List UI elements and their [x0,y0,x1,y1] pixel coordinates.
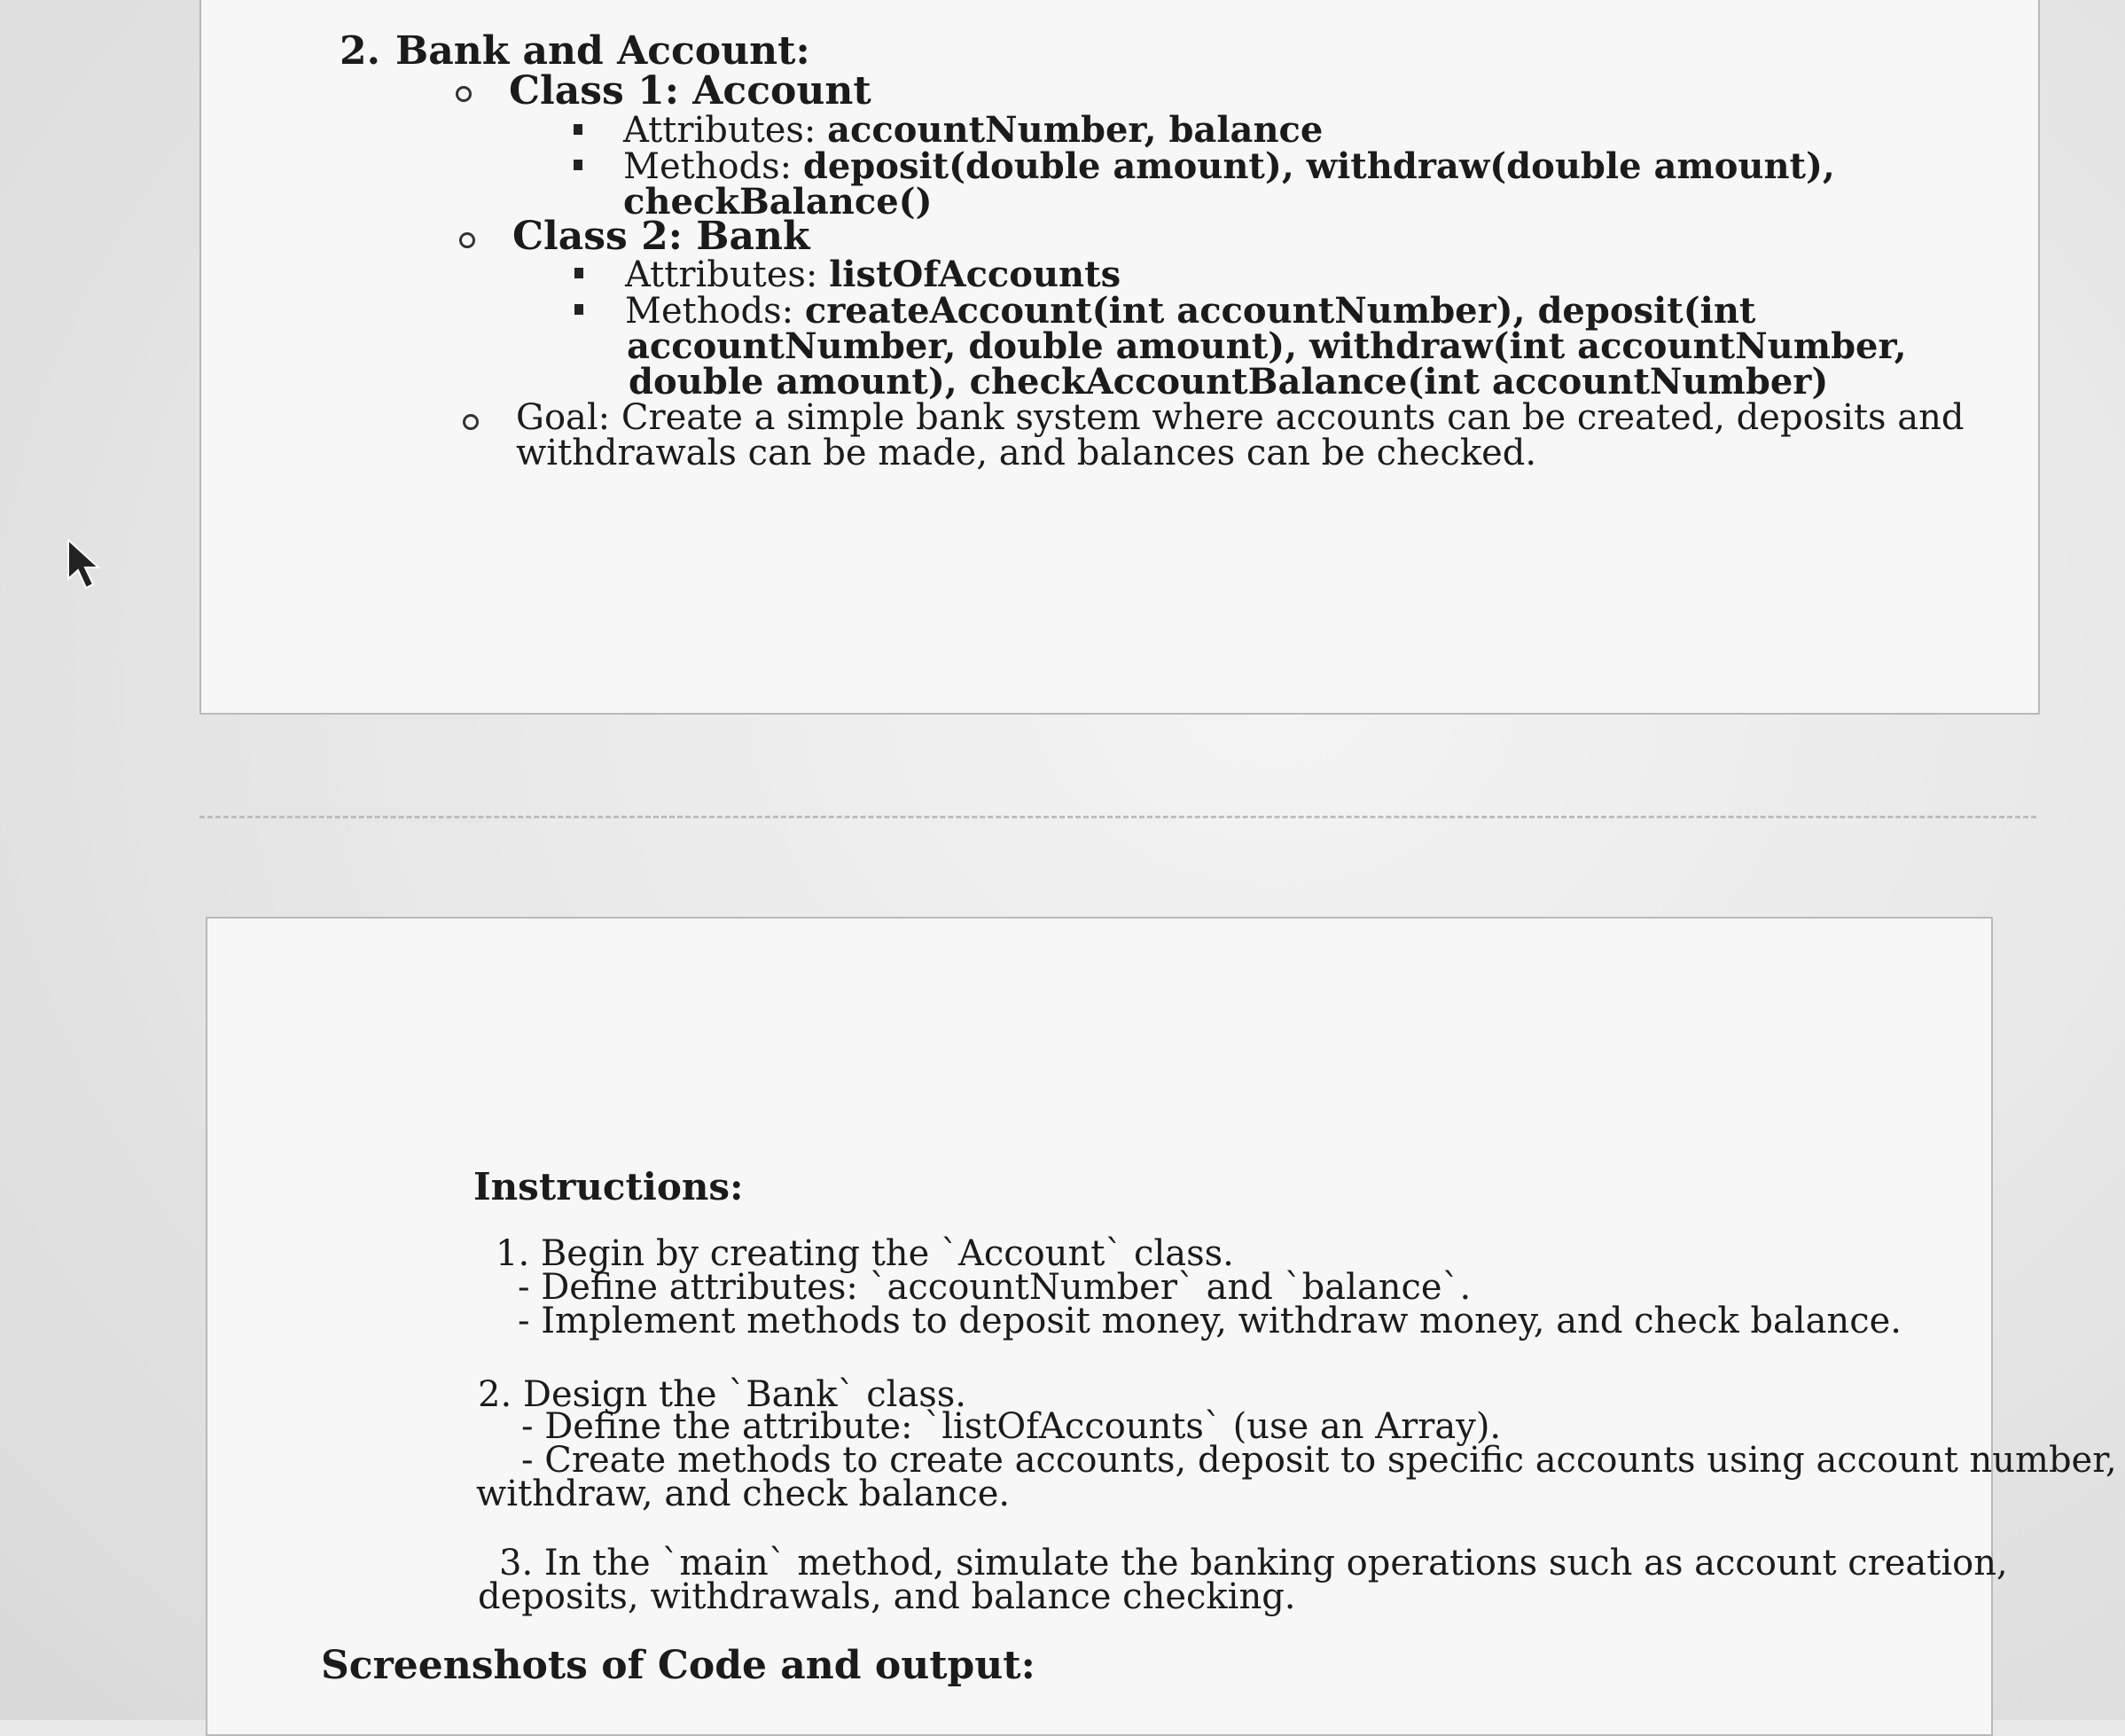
step1-line3: - Implement methods to deposit money, withdraw money, and check balance. [518,1301,1902,1341]
square-bullet-icon [574,124,582,135]
step1-line2: - Define attributes: `accountNumber` and `balance`. [518,1267,1472,1308]
instructions-heading: Instructions: [473,1165,744,1208]
class2-methods-cont1: accountNumber, double amount), withdraw(int accountNumber, [627,325,1907,367]
step3-line1: 3. In the `main` method, simulate the banking operations such as account creation, [499,1543,2008,1584]
square-bullet-icon [574,304,583,315]
class1-heading: Class 1: Account [509,68,871,113]
class2-methods: Methods: createAccount(int accountNumber), deposit(int [625,290,1756,332]
mouse-cursor-icon [66,538,109,593]
class1-methods-cont: checkBalance() [623,181,933,223]
class1-methods: Methods: deposit(double amount), withdraw(double amount), [623,145,1835,187]
page-divider [199,816,2036,818]
screenshots-heading: Screenshots of Code and output: [321,1643,1035,1688]
question-number: 2. [340,28,380,74]
square-bullet-icon [574,160,582,170]
class2-heading: Class 2: Bank [512,214,810,259]
step2-line1: 2. Design the `Bank` class. [478,1374,967,1415]
circle-bullet-icon [456,86,472,102]
class2-attributes: Attributes: listOfAccounts [625,254,1121,295]
class2-methods-cont2: double amount), checkAccountBalance(int accountNumber) [629,361,1829,403]
circle-bullet-icon [463,414,479,430]
step2-line3: - Create methods to create accounts, deposit to specific accounts using account number, [521,1440,2117,1481]
step3-line2: deposits, withdrawals, and balance checking. [478,1576,1296,1617]
step1-line1: 1. Begin by creating the `Account` class. [496,1233,1234,1274]
question-title: Bank and Account: [395,28,810,74]
goal-line-2: withdrawals can be made, and balances can be checked. [516,433,1537,473]
circle-bullet-icon [459,232,475,248]
class1-attributes: Attributes: accountNumber, balance [623,109,1324,151]
square-bullet-icon [574,268,583,278]
step2-line2: - Define the attribute: `listOfAccounts` (use an Array). [521,1406,1502,1447]
step2-line4: withdraw, and check balance. [476,1474,1011,1514]
goal-line-1: Goal: Create a simple bank system where accounts can be created, deposits and [516,397,1965,438]
